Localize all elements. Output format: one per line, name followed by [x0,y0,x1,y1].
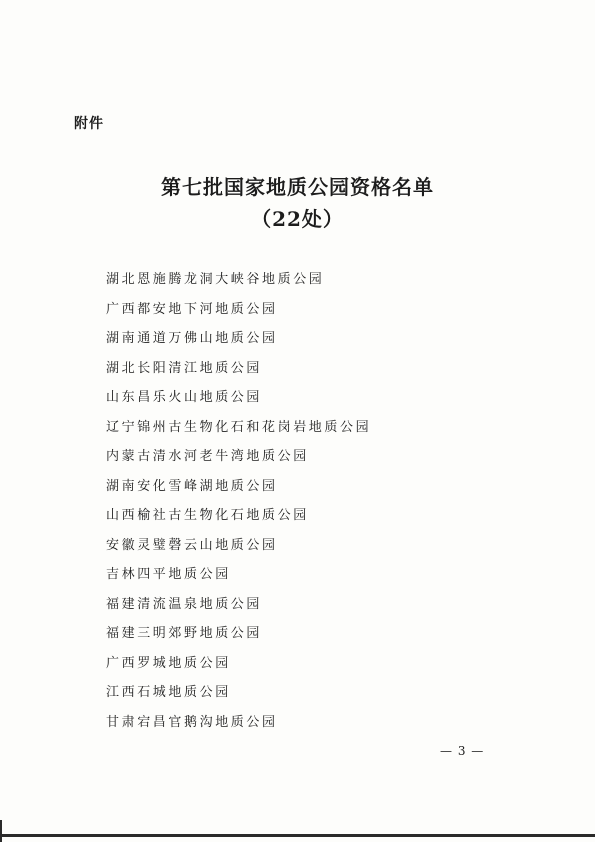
list-item: 广西罗城地质公园 [106,655,231,671]
list-item: 广西都安地下河地质公园 [106,301,278,317]
document-title: 第七批国家地质公园资格名单 [161,175,434,199]
list-item: 湖北恩施腾龙洞大峡谷地质公园 [106,272,325,287]
list-item: 内蒙古清水河老牛湾地质公园 [106,449,309,464]
scan-edge-mark [0,820,2,842]
list-item: 湖南通道万佛山地质公园 [106,331,278,346]
list-item: 山西榆社古生物化石地质公园 [106,508,309,523]
page-number: — 3 — [440,744,485,758]
list-item: 福建三明郊野地质公园 [106,626,263,641]
list-item: 山东昌乐火山地质公园 [106,390,263,405]
list-item: 湖北长阳清江地质公园 [106,360,263,376]
list-item: 吉林四平地质公园 [106,567,231,582]
list-item: 湖南安化雪峰湖地质公园 [106,478,278,494]
list-item: 安徽灵璧磬云山地质公园 [106,537,278,553]
document-subtitle: （22处） [251,207,344,231]
geopark-list [106,265,371,737]
list-item: 江西石城地质公园 [106,685,231,700]
list-item: 福建清流温泉地质公园 [106,596,263,612]
scan-edge-divider [0,834,595,837]
list-item: 甘肃宕昌官鹅沟地质公园 [106,714,278,730]
list-item: 辽宁锦州古生物化石和花岗岩地质公园 [106,419,372,435]
attachment-label: 附件 [74,116,104,132]
